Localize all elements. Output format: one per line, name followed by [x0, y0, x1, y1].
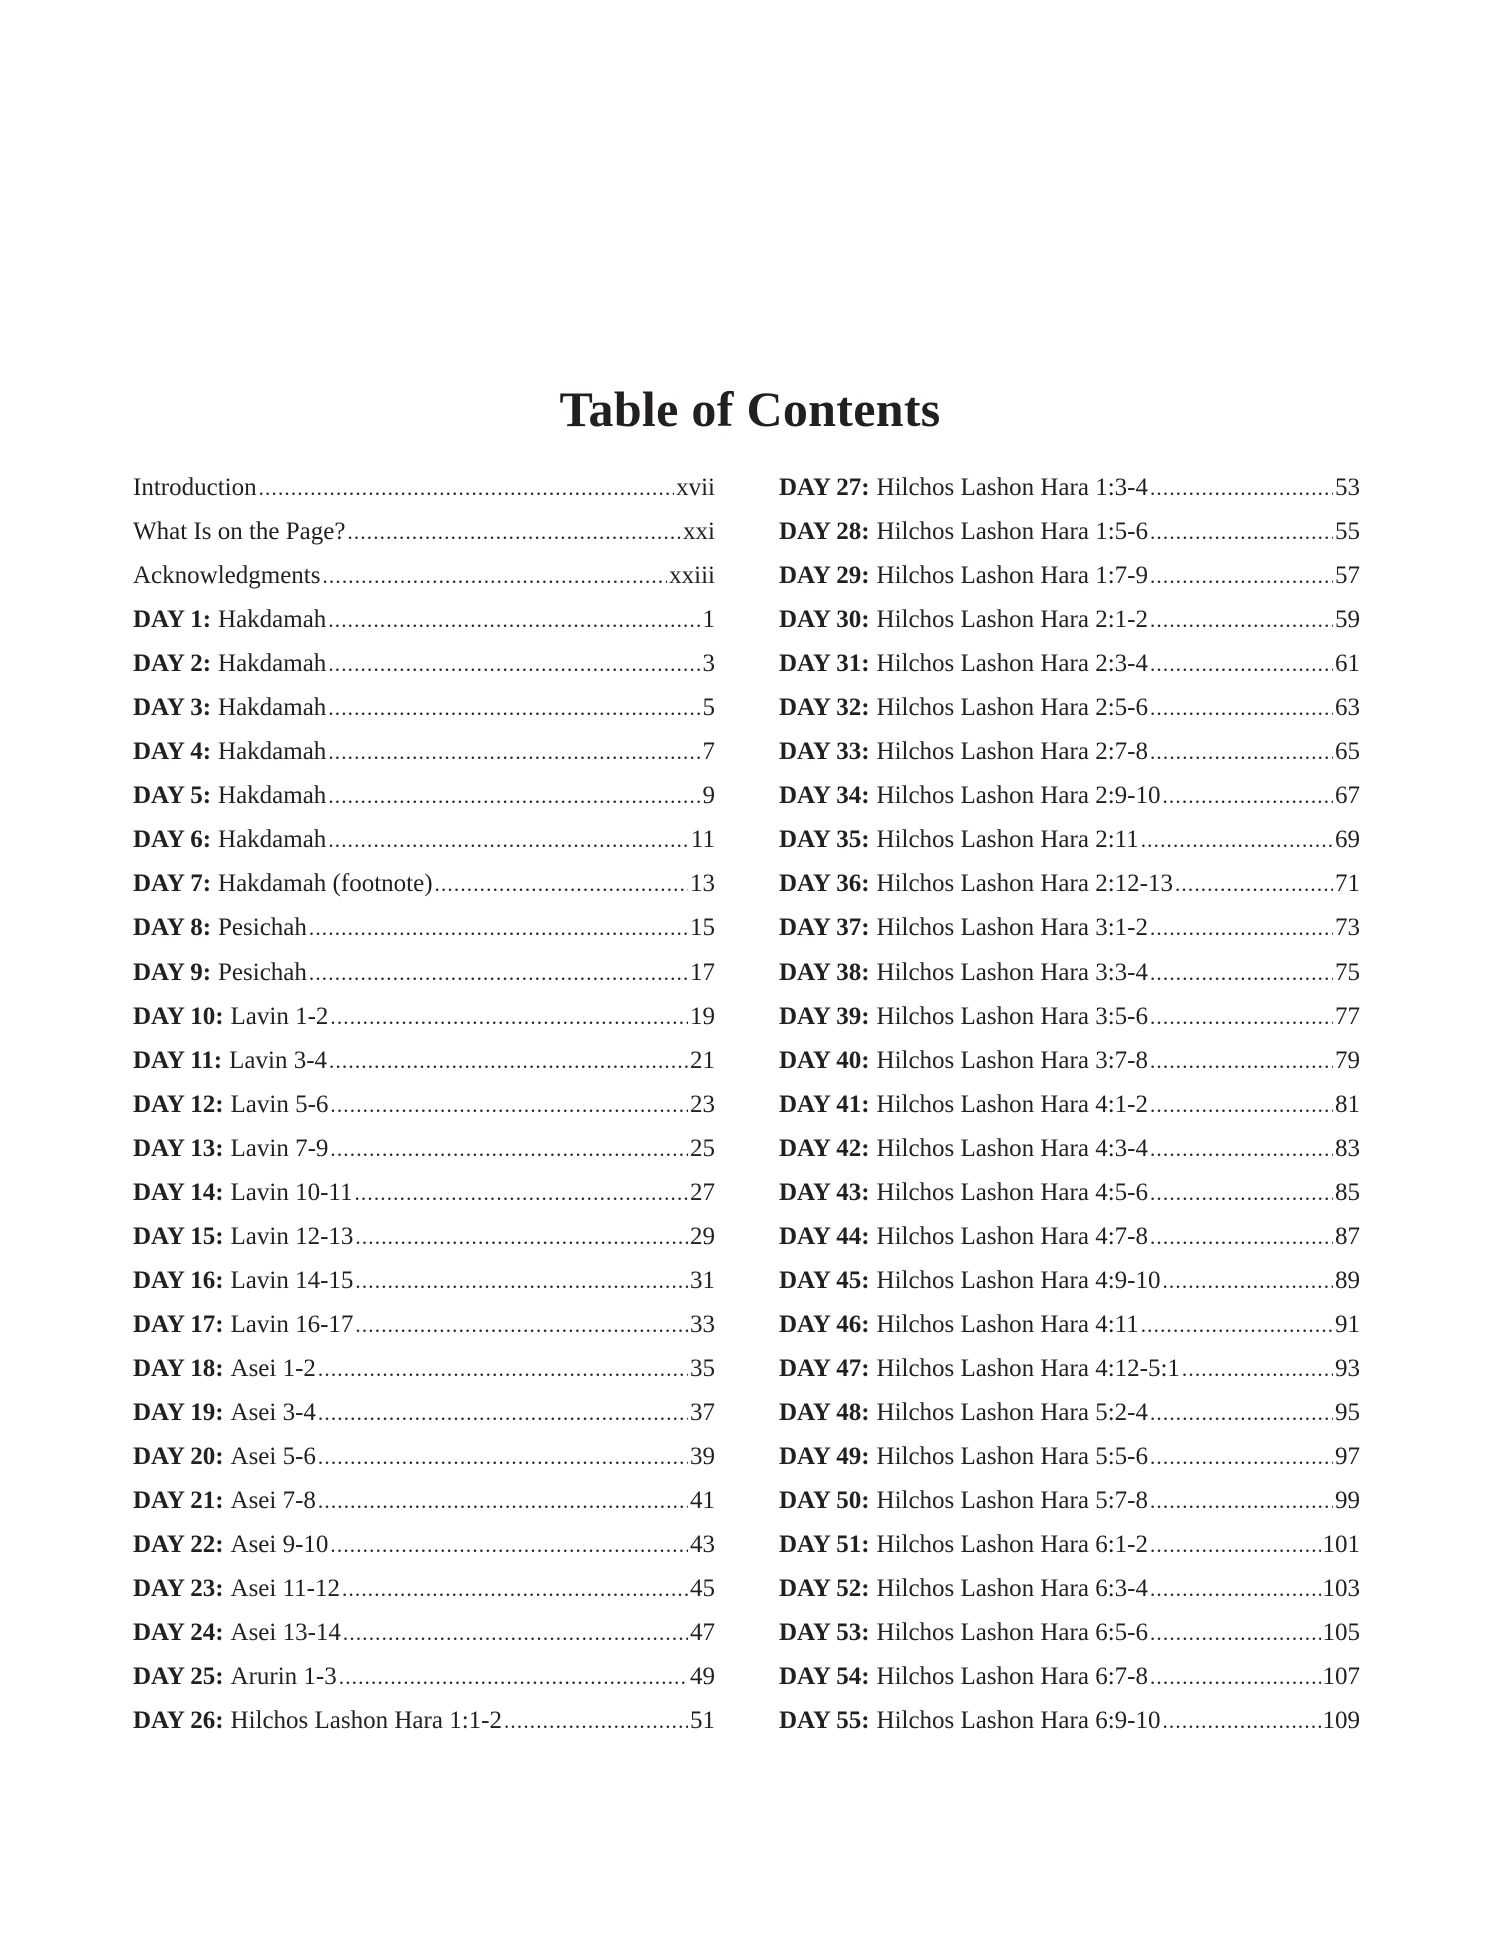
dot-leader [1150, 1002, 1333, 1032]
dot-leader [1150, 1662, 1321, 1692]
toc-entry[interactable] [779, 913, 1360, 957]
toc-entry-page-number: 73 [1335, 914, 1360, 942]
toc-entry-page-number: 41 [690, 1487, 715, 1515]
toc-entry-day: DAY 12: [133, 1090, 224, 1118]
dot-leader [355, 1222, 688, 1252]
toc-entry[interactable] [779, 1354, 1360, 1398]
dot-leader [1150, 1574, 1321, 1604]
toc-entry-page-number: 101 [1322, 1531, 1360, 1559]
toc-entry-day: DAY 46: [779, 1310, 870, 1338]
toc-entry-day: DAY 45: [779, 1266, 870, 1294]
dot-leader [1150, 517, 1333, 547]
dot-leader [1150, 1090, 1333, 1120]
dot-leader [328, 605, 700, 635]
toc-entry-day: DAY 17: [133, 1310, 224, 1338]
toc-entry-label: Hilchos Lashon Hara 2:5-6 [876, 694, 1148, 722]
toc-entry-page-number: 103 [1322, 1575, 1360, 1603]
toc-entry[interactable] [133, 869, 715, 913]
toc-entry-day: DAY 11: [133, 1046, 223, 1074]
dot-leader [355, 1310, 688, 1340]
toc-entry-label: Hilchos Lashon Hara 3:1-2 [876, 914, 1148, 942]
toc-entry[interactable] [133, 1310, 715, 1354]
toc-entry-page-number: 49 [690, 1663, 715, 1691]
toc-entry[interactable] [133, 781, 715, 825]
toc-entry-page-number: 21 [690, 1046, 715, 1074]
toc-entry-day: DAY 52: [779, 1575, 870, 1603]
toc-entry-page-number: 3 [702, 650, 715, 678]
dot-leader [1150, 1222, 1333, 1252]
toc-entry-page-number: 97 [1335, 1443, 1360, 1471]
toc-entry-day: DAY 18: [133, 1354, 224, 1382]
toc-entry-page-number: 25 [690, 1134, 715, 1162]
toc-entry-page-number: 67 [1335, 782, 1360, 810]
toc-entry-day: DAY 49: [779, 1443, 870, 1471]
dot-leader [1141, 1310, 1333, 1340]
toc-entry-label: Hakdamah [218, 694, 327, 722]
dot-leader [1150, 605, 1333, 635]
toc-entry-page-number: 59 [1335, 606, 1360, 634]
toc-entry-page-number: 81 [1335, 1090, 1360, 1118]
toc-entry-label: Hilchos Lashon Hara 4:12-5:1 [876, 1354, 1180, 1382]
toc-entry-label: Hilchos Lashon Hara 4:3-4 [876, 1134, 1148, 1162]
toc-entry-label: Hilchos Lashon Hara 2:11 [876, 826, 1139, 854]
toc-entry-page-number: 63 [1335, 694, 1360, 722]
toc-entry-page-number: 91 [1335, 1310, 1360, 1338]
toc-entry-label: Arurin 1-3 [230, 1663, 337, 1691]
toc-entry-page-number: 83 [1335, 1134, 1360, 1162]
toc-entry-label: Pesichah [218, 958, 307, 986]
toc-entry[interactable] [779, 958, 1360, 1002]
toc-entry-label: Asei 1-2 [230, 1354, 316, 1382]
toc-entry-label: Hilchos Lashon Hara 3:7-8 [876, 1046, 1148, 1074]
toc-entry-page-number: 107 [1322, 1663, 1360, 1691]
toc-entry[interactable] [133, 1398, 715, 1442]
toc-entry[interactable] [133, 1266, 715, 1310]
dot-leader [1182, 1354, 1333, 1384]
toc-entry-day: DAY 51: [779, 1531, 870, 1559]
toc-entry-label: Hilchos Lashon Hara 6:3-4 [876, 1575, 1148, 1603]
toc-entry-page-number: 61 [1335, 650, 1360, 678]
toc-entry-page-number: 55 [1335, 518, 1360, 546]
toc-entry-day: DAY 5: [133, 782, 212, 810]
dot-leader [435, 869, 688, 899]
toc-entry[interactable] [779, 1574, 1360, 1618]
toc-entry-page-number: 71 [1335, 870, 1360, 898]
toc-entry[interactable] [133, 737, 715, 781]
toc-entry[interactable] [779, 561, 1360, 605]
toc-entry-page-number: 13 [690, 870, 715, 898]
toc-entry[interactable] [133, 1662, 715, 1706]
toc-entry-label: Hakdamah (footnote) [218, 870, 433, 898]
toc-entry-day: DAY 10: [133, 1002, 224, 1030]
toc-entry[interactable] [779, 517, 1360, 561]
toc-entry-page-number: 99 [1335, 1487, 1360, 1515]
toc-entry-page-number: 5 [702, 694, 715, 722]
toc-entry-label: Hilchos Lashon Hara 1:5-6 [876, 518, 1148, 546]
toc-entry-label: Hilchos Lashon Hara 5:5-6 [876, 1443, 1148, 1471]
toc-entry[interactable] [779, 1090, 1360, 1134]
toc-entry-label: Hilchos Lashon Hara 1:1-2 [230, 1707, 502, 1735]
toc-entry-label: Hilchos Lashon Hara 3:3-4 [876, 958, 1148, 986]
toc-entry-day: DAY 24: [133, 1619, 224, 1647]
toc-entry-page-number: 51 [690, 1707, 715, 1735]
toc-entry-day: DAY 40: [779, 1046, 870, 1074]
dot-leader [1150, 649, 1333, 679]
toc-entry-day: DAY 47: [779, 1354, 870, 1382]
toc-entry-day: DAY 42: [779, 1134, 870, 1162]
toc-entry[interactable] [133, 1530, 715, 1574]
toc-entry-page-number: 19 [690, 1002, 715, 1030]
toc-entry-page-number: xxi [683, 518, 715, 546]
toc-entry[interactable] [779, 1310, 1360, 1354]
dot-leader [1150, 693, 1333, 723]
dot-leader [1150, 958, 1333, 988]
toc-entry[interactable] [133, 1178, 715, 1222]
toc-entry-label: Hilchos Lashon Hara 2:9-10 [876, 782, 1161, 810]
dot-leader [347, 517, 681, 547]
dot-leader [1150, 1530, 1321, 1560]
toc-entry-label: Lavin 7-9 [230, 1134, 329, 1162]
toc-entry-label: Asei 3-4 [230, 1398, 316, 1426]
toc-entry-day: DAY 43: [779, 1178, 870, 1206]
toc-entry-day: DAY 22: [133, 1531, 224, 1559]
dot-leader [330, 1134, 688, 1164]
toc-entry[interactable] [779, 649, 1360, 693]
toc-entry-day: DAY 14: [133, 1178, 224, 1206]
toc-entry-label: What Is on the Page? [133, 518, 346, 546]
toc-entry-label: Asei 11-12 [230, 1575, 340, 1603]
toc-entry-page-number: 89 [1335, 1266, 1360, 1294]
toc-entry-day: DAY 44: [779, 1222, 870, 1250]
toc-entry[interactable] [133, 1354, 715, 1398]
toc-entry[interactable] [133, 473, 715, 517]
dot-leader [1150, 1442, 1333, 1472]
toc-entry-page-number: 105 [1322, 1619, 1360, 1647]
toc-entry[interactable] [133, 1090, 715, 1134]
dot-leader [1150, 1134, 1333, 1164]
dot-leader [1162, 1706, 1320, 1736]
toc-entry[interactable] [779, 1002, 1360, 1046]
dot-leader [1150, 1398, 1333, 1428]
toc-entry-page-number: 93 [1335, 1354, 1360, 1382]
dot-leader [1175, 869, 1333, 899]
dot-leader [1162, 1266, 1333, 1296]
dot-leader [309, 913, 688, 943]
toc-entry[interactable] [779, 473, 1360, 517]
dot-leader [1150, 1178, 1333, 1208]
toc-entry-label: Hilchos Lashon Hara 6:1-2 [876, 1531, 1148, 1559]
dot-leader [1150, 473, 1333, 503]
toc-entry-day: DAY 30: [779, 606, 870, 634]
toc-entry-day: DAY 25: [133, 1663, 224, 1691]
dot-leader [1141, 825, 1333, 855]
toc-entry-day: DAY 19: [133, 1398, 224, 1426]
dot-leader [328, 649, 700, 679]
dot-leader [1162, 781, 1333, 811]
toc-entry-page-number: 31 [690, 1266, 715, 1294]
toc-entry-day: DAY 50: [779, 1487, 870, 1515]
toc-entry-page-number: 69 [1335, 826, 1360, 854]
toc-entry-page-number: 53 [1335, 474, 1360, 501]
dot-leader [318, 1442, 688, 1472]
toc-entry-page-number: 47 [690, 1619, 715, 1647]
toc-entry-label: Hilchos Lashon Hara 6:7-8 [876, 1663, 1148, 1691]
toc-entry-day: DAY 55: [779, 1707, 870, 1735]
toc-entry[interactable] [133, 825, 715, 869]
toc-entry-label: Hilchos Lashon Hara 2:3-4 [876, 650, 1148, 678]
toc-entry-page-number: 9 [702, 782, 715, 810]
toc-entry-page-number: 65 [1335, 738, 1360, 766]
toc-entry[interactable] [133, 649, 715, 693]
toc-entry-page-number: 77 [1335, 1002, 1360, 1030]
toc-entry[interactable] [779, 1486, 1360, 1530]
toc-entry-page-number: 29 [690, 1222, 715, 1250]
toc-entry-label: Asei 5-6 [230, 1443, 316, 1471]
dot-leader [318, 1486, 688, 1516]
dot-leader [309, 958, 688, 988]
toc-entry[interactable] [133, 517, 715, 561]
dot-leader [343, 1618, 688, 1648]
toc-entry[interactable] [133, 605, 715, 649]
toc-entry-page-number: 15 [690, 914, 715, 942]
toc-entry[interactable] [779, 1178, 1360, 1222]
toc-entry-label: Pesichah [218, 914, 307, 942]
toc-entry-page-number: 87 [1335, 1222, 1360, 1250]
toc-entry-label: Hakdamah [218, 606, 327, 634]
toc-entry-label: Lavin 16-17 [230, 1310, 354, 1338]
dot-leader [1150, 561, 1333, 591]
toc-entry-day: DAY 48: [779, 1398, 870, 1426]
toc-entry-page-number: 35 [690, 1354, 715, 1382]
toc-entry[interactable] [779, 825, 1360, 869]
toc-entry-label: Asei 9-10 [230, 1531, 329, 1559]
toc-entry-page-number: 33 [690, 1310, 715, 1338]
toc-entry[interactable] [133, 1222, 715, 1266]
toc-entry[interactable] [779, 781, 1360, 825]
toc-entry-day: DAY 16: [133, 1266, 224, 1294]
toc-entry-day: DAY 38: [779, 958, 870, 986]
dot-leader [342, 1574, 688, 1604]
dot-leader [328, 781, 700, 811]
toc-entry-label: Hakdamah [218, 650, 327, 678]
toc-entry-label: Hilchos Lashon Hara 5:2-4 [876, 1398, 1148, 1426]
toc-entry-day: DAY 3: [133, 694, 212, 722]
toc-entry-day: DAY 39: [779, 1002, 870, 1030]
toc-entry-label: Hilchos Lashon Hara 6:9-10 [876, 1707, 1161, 1735]
dot-leader [1150, 1486, 1333, 1516]
toc-entry-page-number: 1 [702, 606, 715, 634]
toc-entry[interactable] [133, 1486, 715, 1530]
toc-entry-day: DAY 28: [779, 518, 870, 546]
toc-entry-label: Hilchos Lashon Hara 2:7-8 [876, 738, 1148, 766]
toc-entry-page-number: xvii [676, 474, 715, 501]
toc-entry-page-number: 85 [1335, 1178, 1360, 1206]
toc-entry-label: Hilchos Lashon Hara 4:9-10 [876, 1266, 1161, 1294]
toc-entry[interactable] [779, 1706, 1360, 1750]
toc-entry-day: DAY 32: [779, 694, 870, 722]
dot-leader [1150, 1618, 1321, 1648]
dot-leader [355, 1266, 688, 1296]
toc-entry-page-number: 79 [1335, 1046, 1360, 1074]
dot-leader [328, 693, 700, 723]
dot-leader [330, 1090, 688, 1120]
toc-entry[interactable] [133, 1046, 715, 1090]
toc-entry-label: Hilchos Lashon Hara 3:5-6 [876, 1002, 1148, 1030]
toc-entry[interactable] [133, 913, 715, 957]
toc-entry[interactable] [779, 869, 1360, 913]
toc-entry-day: DAY 21: [133, 1487, 224, 1515]
toc-entry-label: Introduction [133, 474, 257, 501]
dot-leader [259, 473, 675, 503]
toc-entry-day: DAY 26: [133, 1707, 224, 1735]
dot-leader [354, 1178, 688, 1208]
dot-leader [328, 737, 700, 767]
toc-entry-day: DAY 35: [779, 826, 870, 854]
toc-entry[interactable] [133, 693, 715, 737]
toc-entry[interactable] [779, 693, 1360, 737]
dot-leader [318, 1354, 688, 1384]
toc-entry[interactable] [779, 1266, 1360, 1310]
toc-entry-page-number: 27 [690, 1178, 715, 1206]
toc-entry-day: DAY 27: [779, 474, 870, 501]
toc-entry-day: DAY 9: [133, 958, 212, 986]
dot-leader [318, 1398, 688, 1428]
dot-leader [1150, 913, 1333, 943]
dot-leader [322, 561, 667, 591]
toc-entry-day: DAY 13: [133, 1134, 224, 1162]
dot-leader [330, 1002, 688, 1032]
toc-entry[interactable] [779, 1442, 1360, 1486]
page-title: Table of Contents [559, 380, 941, 437]
toc-entry-label: Hakdamah [218, 826, 327, 854]
toc-entry-page-number: 39 [690, 1443, 715, 1471]
toc-entry-day: DAY 33: [779, 738, 870, 766]
dot-leader [328, 825, 689, 855]
toc-entry-day: DAY 34: [779, 782, 870, 810]
toc-entry[interactable] [133, 1706, 715, 1750]
toc-entry-label: Lavin 12-13 [230, 1222, 354, 1250]
toc-entry[interactable] [779, 1618, 1360, 1662]
toc-entry-page-number: 11 [690, 826, 715, 854]
dot-leader [339, 1662, 688, 1692]
toc-entry-label: Lavin 10-11 [230, 1178, 353, 1206]
toc-entry-day: DAY 31: [779, 650, 870, 678]
toc-entry-label: Lavin 14-15 [230, 1266, 354, 1294]
toc-entry[interactable] [133, 561, 715, 605]
toc-entry-day: DAY 6: [133, 826, 212, 854]
toc-entry-day: DAY 29: [779, 562, 870, 590]
toc-entry-page-number: 7 [702, 738, 715, 766]
dot-leader [1150, 737, 1333, 767]
toc-entry[interactable] [133, 958, 715, 1002]
toc-entry-label: Asei 7-8 [230, 1487, 316, 1515]
toc-entry-day: DAY 20: [133, 1443, 224, 1471]
toc-entry[interactable] [779, 1398, 1360, 1442]
dot-leader [1150, 1046, 1333, 1076]
toc-entry-day: DAY 7: [133, 870, 212, 898]
toc-entry-label: Acknowledgments [133, 562, 321, 590]
toc-entry-day: DAY 53: [779, 1619, 870, 1647]
toc-entry-page-number: 43 [690, 1531, 715, 1559]
toc-entry[interactable] [133, 1442, 715, 1486]
toc-entry-label: Hilchos Lashon Hara 2:12-13 [876, 870, 1173, 898]
toc-entry[interactable] [779, 1530, 1360, 1574]
toc-entry-page-number: 37 [690, 1398, 715, 1426]
toc-entry-label: Lavin 3-4 [229, 1046, 328, 1074]
toc-entry-page-number: xxiii [669, 562, 715, 590]
toc-entry[interactable] [779, 605, 1360, 649]
toc-entry-label: Asei 13-14 [230, 1619, 341, 1647]
toc-entry-day: DAY 36: [779, 870, 870, 898]
dot-leader [329, 1046, 688, 1076]
toc-entry-page-number: 95 [1335, 1398, 1360, 1426]
toc-entry-label: Hilchos Lashon Hara 4:5-6 [876, 1178, 1148, 1206]
toc-entry-day: DAY 41: [779, 1090, 870, 1118]
toc-entry-day: DAY 4: [133, 738, 212, 766]
toc-entry-label: Hakdamah [218, 738, 327, 766]
toc-entry-label: Hilchos Lashon Hara 4:11 [876, 1310, 1139, 1338]
toc-entry-label: Hakdamah [218, 782, 327, 810]
toc-entry[interactable] [133, 1618, 715, 1662]
toc-entry-day: DAY 1: [133, 606, 212, 634]
toc-entry-label: Lavin 5-6 [230, 1090, 329, 1118]
toc-entry[interactable] [133, 1134, 715, 1178]
toc-right-column [779, 473, 1360, 1750]
toc-entry-day: DAY 54: [779, 1663, 870, 1691]
toc-left-column [133, 473, 715, 1750]
toc-entry-label: Hilchos Lashon Hara 2:1-2 [876, 606, 1148, 634]
toc-entry-day: DAY 23: [133, 1575, 224, 1603]
toc-entry-page-number: 23 [690, 1090, 715, 1118]
toc-entry-label: Hilchos Lashon Hara 4:7-8 [876, 1222, 1148, 1250]
toc-entry-day: DAY 2: [133, 650, 212, 678]
dot-leader [504, 1706, 688, 1736]
toc-entry-page-number: 109 [1322, 1707, 1360, 1735]
toc-entry-label: Hilchos Lashon Hara 6:5-6 [876, 1619, 1148, 1647]
toc-entry[interactable] [133, 1002, 715, 1046]
toc-entry-label: Hilchos Lashon Hara 4:1-2 [876, 1090, 1148, 1118]
toc-entry-page-number: 75 [1335, 958, 1360, 986]
toc-entry[interactable] [779, 1662, 1360, 1706]
toc-entry-page-number: 17 [690, 958, 715, 986]
dot-leader [330, 1530, 688, 1560]
toc-entry-label: Hilchos Lashon Hara 1:3-4 [876, 474, 1148, 501]
toc-entry[interactable] [133, 1574, 715, 1618]
toc-entry[interactable] [779, 1046, 1360, 1090]
toc-entry-day: DAY 15: [133, 1222, 224, 1250]
toc-entry-day: DAY 37: [779, 914, 870, 942]
toc-entry[interactable] [779, 1134, 1360, 1178]
toc-entry-page-number: 45 [690, 1575, 715, 1603]
toc-entry[interactable] [779, 737, 1360, 781]
toc-entry-label: Hilchos Lashon Hara 5:7-8 [876, 1487, 1148, 1515]
toc-entry-page-number: 57 [1335, 562, 1360, 590]
toc-entry-label: Hilchos Lashon Hara 1:7-9 [876, 562, 1148, 590]
toc-entry-label: Lavin 1-2 [230, 1002, 329, 1030]
toc-entry[interactable] [779, 1222, 1360, 1266]
toc-entry-day: DAY 8: [133, 914, 212, 942]
